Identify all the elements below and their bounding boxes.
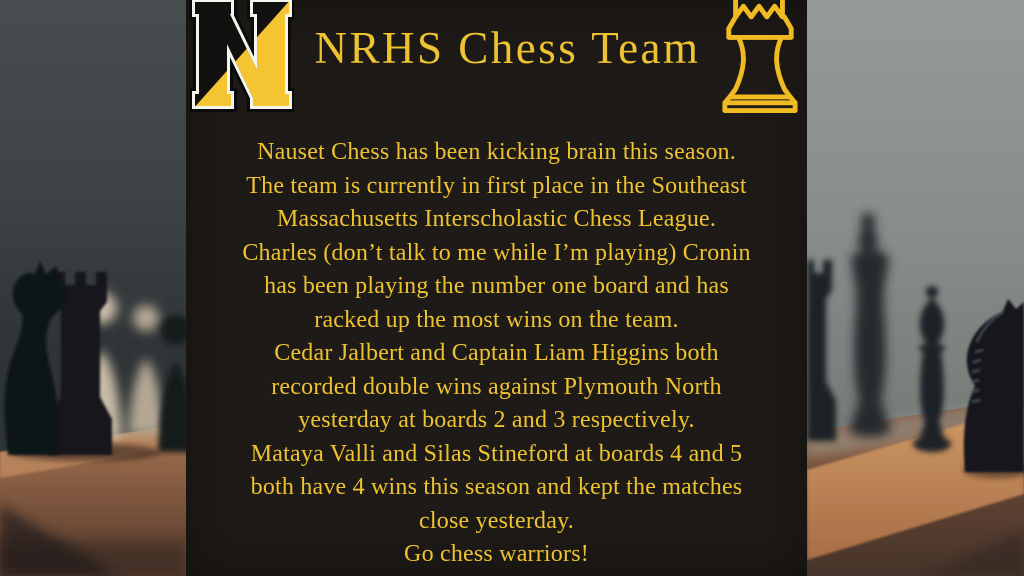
rook-icon [719, 0, 801, 116]
bottom-vignette [0, 540, 186, 576]
school-n-logo-icon [190, 0, 294, 118]
chess-photo-left [0, 0, 186, 576]
announcement-line: recorded double wins against Plymouth North [271, 373, 722, 400]
announcement-line: Charles (don’t talk to me while I’m playing) Cronin [242, 239, 751, 266]
announcement-line: The team is currently in first place in the Southeast [246, 172, 747, 199]
announcement-line: Nauset Chess has been kicking brain this season. [257, 139, 736, 165]
announcement-line: close yesterday. [419, 507, 574, 534]
announcement-line: Cedar Jalbert and Captain Liam Higgins both [274, 340, 719, 366]
announcement-line: yesterday at boards 2 and 3 respectively. [298, 407, 695, 433]
announcement-line: Massachusetts Interscholastic Chess League. [276, 206, 717, 232]
announcement-line: racked up the most wins on the team. [314, 306, 679, 333]
announcement-line: has been playing the number one board and has [264, 273, 729, 299]
page-title: NRHS Chess Team [314, 23, 701, 73]
announcement-line: Go chess warriors! [404, 541, 589, 567]
announcement-line: Mataya Valli and Silas Stineford at boards 4 and 5 [250, 440, 743, 467]
announcement-text [186, 136, 807, 572]
announcement-line: both have 4 wins this season and kept the matches [250, 474, 743, 500]
background-photo-right [807, 0, 1024, 576]
announcement-panel [186, 0, 807, 576]
background-photo-left [0, 0, 186, 576]
chess-photo-right [807, 0, 1024, 576]
